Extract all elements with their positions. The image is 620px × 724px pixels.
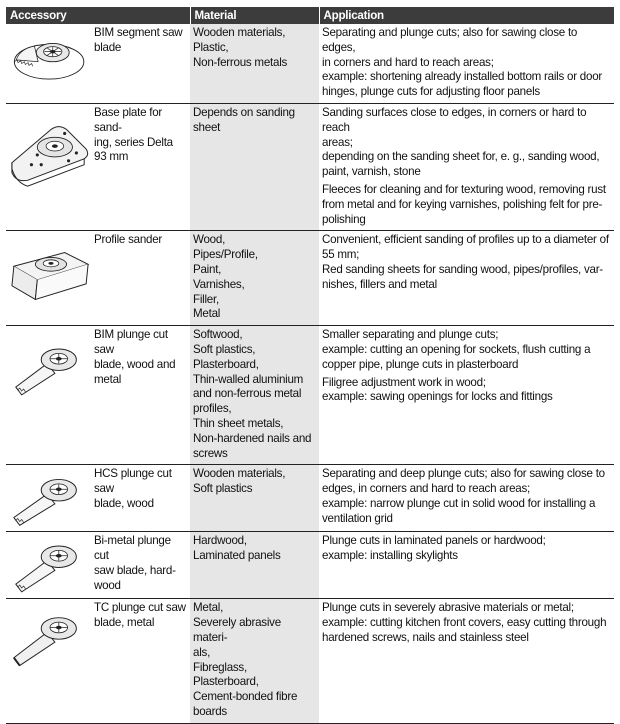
- material-line: screws: [193, 446, 228, 460]
- material-cell: [190, 465, 319, 532]
- accessory-name-line: metal: [94, 372, 122, 386]
- application-line: Plunge cuts in laminated panels or hardwood;: [322, 534, 546, 548]
- application-line: example: narrow plunge cut in solid wood for installing a: [322, 496, 596, 510]
- accessory-name-line: blade, wood: [94, 496, 154, 510]
- table-row: [6, 231, 614, 326]
- accessory-name-line: HCS plunge cut saw: [94, 467, 172, 496]
- application-line: Fleeces for cleaning and for texturing wood, removing rust: [322, 182, 606, 196]
- accessory-table: [6, 7, 614, 724]
- material-line: Thin-walled aluminium: [193, 372, 304, 386]
- application-paragraph: [322, 534, 611, 564]
- material-line: Metal,: [193, 601, 224, 615]
- bimetal-plunge-cut-blade-icon: [8, 535, 92, 598]
- material-line: and non-ferrous metal: [193, 387, 302, 401]
- accessory-name-line: Base plate for sand-: [94, 105, 163, 134]
- application-line: Filigree adjustment work in wood;: [322, 375, 486, 389]
- accessory-name-line: saw blade, hard-: [94, 563, 176, 577]
- application-cell: [319, 465, 614, 532]
- accessory-name-line: BIM plunge cut saw: [94, 328, 168, 356]
- accessory-name-cell: [91, 532, 190, 599]
- application-line: Separating and plunge cuts; also for sawing close to edges,: [322, 26, 578, 54]
- accessory-name-cell: [91, 599, 190, 723]
- accessory-name-cell: [91, 24, 190, 103]
- material-line: Wooden materials,: [193, 467, 286, 481]
- material-line: Severely abrasive materi-: [193, 616, 281, 644]
- hcs-plunge-cut-blade-icon: [8, 468, 92, 528]
- accessory-name-line: blade, metal: [94, 616, 155, 630]
- accessory-name-line: TC plunge cut saw: [94, 601, 186, 615]
- application-line: in corners and hard to reach areas;: [322, 55, 494, 69]
- material-line: Wooden materials,: [193, 26, 286, 39]
- material-line: Cement-bonded fibre: [193, 690, 298, 704]
- segment-saw-blade-icon: [8, 27, 92, 80]
- application-line: from metal and for keying varnishes, polishing felt for pre-: [322, 197, 603, 211]
- application-line: nishes, fillers and metal: [322, 277, 437, 291]
- material-cell: [190, 103, 319, 230]
- application-paragraph: [322, 106, 611, 180]
- application-cell: [319, 326, 614, 465]
- accessory-name-cell: [91, 103, 190, 230]
- accessory-name-line: Bi-metal plunge cut: [94, 534, 171, 563]
- application-line: hardened screws, nails and stainless steel: [322, 630, 529, 644]
- application-line: example: installing skylights: [322, 549, 458, 563]
- header-application: Application: [319, 7, 614, 24]
- header-material: Material: [190, 7, 319, 24]
- accessory-name-line: blade, wood and: [94, 357, 176, 371]
- accessory-image-cell: [6, 24, 91, 103]
- application-line: copper pipe, plunge cuts in plasterboard: [322, 357, 519, 371]
- header-accessory: Accessory: [6, 7, 190, 24]
- material-line: Filler,: [193, 292, 219, 306]
- application-line: areas;: [322, 135, 353, 149]
- accessory-name-line: blade: [94, 40, 122, 54]
- accessory-image-cell: [6, 103, 91, 230]
- material-line: Plastic,: [193, 40, 229, 54]
- application-line: Red sanding sheets for sanding wood, pipes/profiles, var-: [322, 262, 603, 276]
- application-line: Plunge cuts in severely abrasive materials or metal;: [322, 601, 574, 615]
- application-line: depending on the sanding sheet for, e. g., sanding wood,: [322, 150, 600, 164]
- material-line: Laminated panels: [193, 549, 281, 563]
- application-cell: [319, 103, 614, 230]
- application-line: Smaller separating and plunge cuts;: [322, 328, 499, 342]
- application-line: Convenient, efficient sanding of profiles up to a diameter of: [322, 233, 609, 247]
- material-line: Hardwood,: [193, 534, 247, 548]
- material-cell: [190, 24, 319, 103]
- application-line: Separating and deep plunge cuts; also for sawing close to: [322, 467, 605, 481]
- application-paragraph: [322, 26, 611, 100]
- material-line: Varnishes,: [193, 277, 245, 291]
- material-line: als,: [193, 645, 211, 659]
- accessory-name-line: ing, series Delta: [94, 135, 173, 149]
- table-row: [6, 24, 614, 103]
- material-line: Plasterboard,: [193, 357, 259, 371]
- material-line: Thin sheet metals,: [193, 416, 284, 430]
- table-body: [6, 24, 614, 723]
- application-line: hinges, plunge cuts for adjusting floor panels: [322, 85, 540, 99]
- table-row: [6, 465, 614, 532]
- application-line: polishing: [322, 212, 366, 226]
- tc-plunge-cut-blade-icon: [8, 602, 92, 692]
- material-line: Soft plastics: [193, 482, 253, 496]
- application-cell: [319, 24, 614, 103]
- material-cell: [190, 326, 319, 465]
- material-cell: [190, 532, 319, 599]
- accessory-name-line: 93 mm: [94, 150, 129, 164]
- material-line: Metal: [193, 307, 221, 321]
- material-line: Wood,: [193, 233, 226, 247]
- material-cell: [190, 231, 319, 326]
- bim-plunge-cut-blade-icon: [8, 329, 92, 449]
- accessory-name-cell: [91, 465, 190, 532]
- application-cell: [319, 599, 614, 723]
- delta-sanding-plate-icon: [8, 107, 92, 197]
- accessory-name-cell: [91, 231, 190, 326]
- accessory-name-cell: [91, 326, 190, 465]
- table-row: [6, 532, 614, 599]
- application-line: example: cutting kitchen front covers, easy cutting through: [322, 616, 607, 630]
- material-line: Softwood,: [193, 328, 243, 342]
- application-paragraph: [322, 183, 611, 227]
- material-line: Fibreglass,: [193, 660, 247, 674]
- application-paragraph: [322, 601, 611, 645]
- material-line: Non-hardened nails and: [193, 431, 312, 445]
- material-cell: [190, 599, 319, 723]
- application-paragraph: [322, 376, 611, 406]
- accessory-name-line: Profile sander: [94, 233, 163, 247]
- material-line: Soft plastics,: [193, 342, 256, 356]
- application-paragraph: [322, 233, 611, 292]
- material-line: Depends on sanding sheet: [193, 105, 295, 134]
- accessory-image-cell: [6, 599, 91, 723]
- application-line: example: cutting an opening for sockets, flush cutting a: [322, 342, 591, 356]
- table-row: [6, 326, 614, 465]
- table-row: [6, 599, 614, 723]
- application-paragraph: [322, 467, 611, 526]
- application-line: paint, varnish, stone: [322, 165, 421, 179]
- material-line: Non-ferrous metals: [193, 55, 288, 69]
- material-line: Paint,: [193, 262, 222, 276]
- material-line: Plasterboard,: [193, 675, 259, 689]
- accessory-image-cell: [6, 231, 91, 326]
- material-line: profiles,: [193, 402, 232, 416]
- application-cell: [319, 231, 614, 326]
- table-header-row: [6, 7, 614, 24]
- accessory-name-line: wood: [94, 578, 121, 592]
- accessory-image-cell: [6, 465, 91, 532]
- application-paragraph: [322, 328, 611, 372]
- application-line: ventilation grid: [322, 511, 393, 525]
- accessory-image-cell: [6, 326, 91, 465]
- application-line: example: shortening already installed bottom rails or door: [322, 70, 603, 84]
- material-line: boards: [193, 704, 227, 718]
- application-line: edges, in corners and hard to reach areas;: [322, 482, 530, 496]
- application-line: example: sawing openings for locks and fittings: [322, 390, 553, 404]
- table-row: [6, 103, 614, 230]
- application-cell: [319, 532, 614, 599]
- material-line: Pipes/Profile,: [193, 248, 258, 262]
- application-line: 55 mm;: [322, 248, 360, 262]
- accessory-image-cell: [6, 532, 91, 599]
- accessory-name-line: BIM segment saw: [94, 26, 183, 39]
- application-line: Sanding surfaces close to edges, in corners or hard to reach: [322, 105, 587, 134]
- profile-sander-icon: [8, 234, 92, 320]
